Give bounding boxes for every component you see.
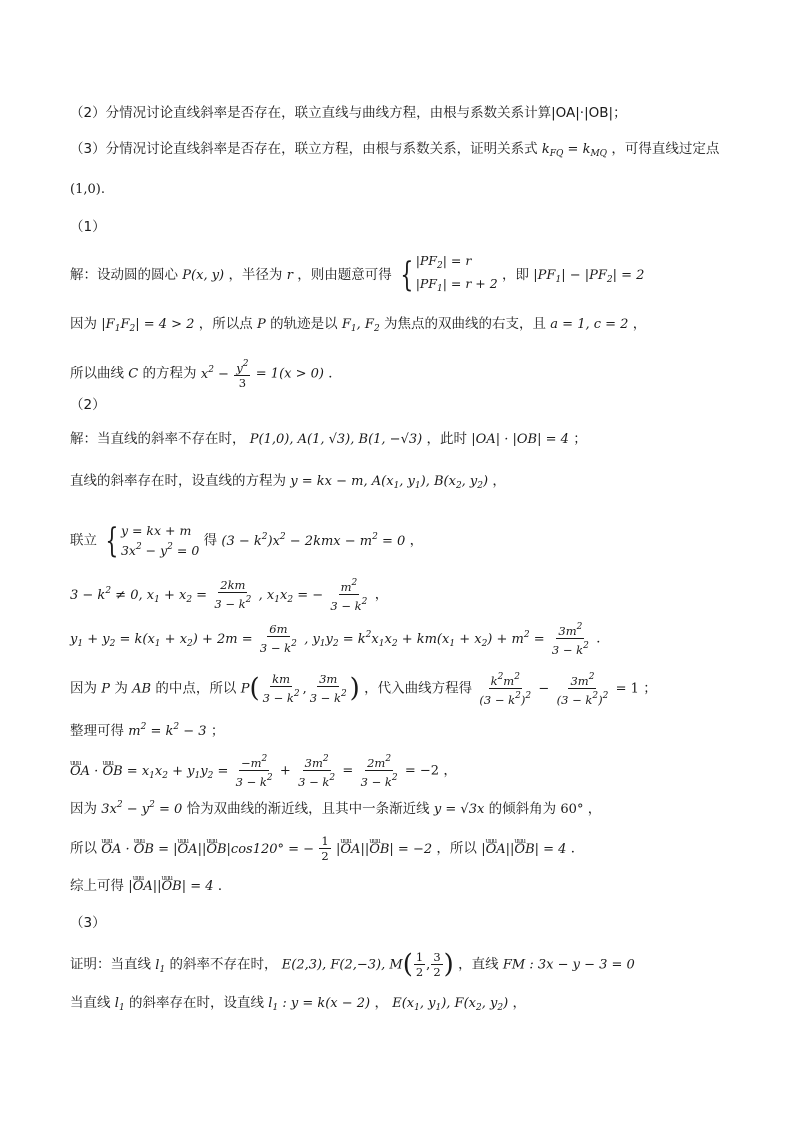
text: ． — [328, 365, 342, 382]
text: 所以 — [70, 840, 97, 857]
formula: $3 - k^2 \ne 0$, $x_1 + x_2$ = — [70, 585, 208, 605]
text: 当直线 — [70, 995, 111, 1011]
text: ，代入曲线方程得 — [364, 680, 473, 697]
formula: P — [240, 681, 250, 697]
text: ， — [512, 995, 526, 1011]
formula: , $y_1y_2 = k^2x_1x_2 + km(x_1 + x_2) + m^2$ = — [304, 629, 545, 649]
fraction: $\frac{-m^2}{3 - k^2}$ — [235, 754, 273, 789]
hint-line-2 — [70, 104, 627, 122]
text: 直线的斜率存在时，设直线的方程为 — [70, 473, 286, 489]
hint-line-3 — [70, 140, 719, 163]
fraction: $\frac{3m}{3 - k^2}$ — [309, 672, 347, 705]
text: ． — [570, 840, 585, 857]
text: 的轨迹是以 — [270, 316, 338, 332]
fraction: $\frac{y^2}{3}$ — [236, 359, 249, 390]
text: 为焦点的双曲线的右支，且 — [383, 316, 546, 332]
fraction: $\frac{m^2}{3 - k^2}$ — [330, 578, 368, 613]
hint-line-3-cont — [70, 180, 105, 199]
fraction: $\frac{3m^2}{3 - k^2}$ — [551, 622, 589, 657]
formula: P — [101, 681, 111, 697]
text: （3）分情况讨论直线斜率是否存在，联立方程，由根与系数关系，证明关系式 — [70, 141, 538, 157]
fraction: $\frac{2km}{3 - k^2}$ — [214, 578, 252, 611]
part-1-line-1 — [70, 252, 644, 298]
part-2-line-5: $y_1 + y_2 = k(x_1 + x_2) + 2m$ = $\frac{6m}{3 - k^2}$ , $y_1y_2 = k^2x_1x_2 + km(x_1 + x_2) + m^2$ = $\frac{3m^2}{3 - k^2}$ ． — [70, 622, 610, 657]
text: ，直线 — [458, 956, 499, 973]
formula: = 1(x > 0) — [255, 366, 324, 382]
text: （2）分情况讨论直线斜率是否存在，联立直线与曲线方程，由根与系数关系计算|OA|·|OB|； — [70, 105, 627, 121]
formula: FM : 3x − y − 3 = 0 — [502, 957, 635, 973]
equation-system: { y = kx + m $3x^2 - y^2 = 0$ — [105, 520, 200, 561]
formula: $|F_1F_2| = 4 > 2$ — [101, 317, 195, 334]
part-2-line-3 — [70, 522, 423, 559]
text: ； — [210, 723, 225, 739]
formula: $x^2$ − — [200, 364, 229, 382]
text: 证明：当直线 — [70, 956, 151, 973]
text: ， — [492, 473, 506, 489]
formula: C — [128, 366, 139, 382]
text: ， — [409, 532, 424, 549]
fraction: $\frac{1}{2}$ — [415, 950, 424, 979]
fraction: $\frac{3m^2}{(3 - k^2)^2}$ — [556, 672, 609, 707]
text: ，所以 — [436, 840, 477, 857]
text: ，半径为 — [228, 267, 283, 283]
formula: $l_1$ — [114, 996, 125, 1013]
fraction: $\frac{k^2m^2}{(3 - k^2)^2}$ — [479, 672, 532, 707]
formula: E(2,3), F(2,−3), M — [281, 957, 403, 973]
text: 得 — [203, 532, 218, 549]
formula: P(x, y) — [182, 268, 225, 283]
formula: $y_1 + y_2 = k(x_1 + x_2) + 2m$ = — [70, 631, 253, 649]
text: （1） — [70, 219, 106, 235]
text: 解：当直线的斜率不存在时， — [70, 431, 246, 447]
part-2-line-1: 解：当直线的斜率不存在时， P(1,0), A(1, √3), B(1, −√3) ，此时 |OA| · |OB| = 4 ； — [70, 431, 587, 447]
text: ； — [643, 680, 657, 697]
text: 所以曲线 — [70, 365, 124, 382]
text: ，则由题意可得 — [297, 267, 392, 283]
formula: |uuu OA||uuu OB| = −2 — [336, 842, 432, 857]
formula: |OA| · |OB| = 4 — [471, 432, 569, 447]
fraction: $\frac{3}{2}$ — [433, 950, 441, 979]
part-2-line-8: uuu OA · uuu OB = $x_1x_2 + y_1y_2$ = $\frac{-m^2}{3 - k^2}$ + $\frac{3m^2}{3 - k^2}$ = $\frac{2m^2}{3 - k^2}$ = −2 ， — [70, 752, 457, 789]
formula: uuu OA · uuu OB = |uuu OA||uuu OB|cos120° = − — [101, 842, 314, 857]
text: 的倾斜角为 — [488, 801, 557, 817]
text: 解：设动圆的圆心 — [70, 267, 178, 283]
part-1-label — [70, 218, 106, 236]
part-2-line-9 — [70, 796, 601, 819]
text: 恰为双曲线的渐近线，且其中一条渐近线 — [186, 801, 430, 817]
text: 的中点，所以 — [155, 680, 237, 697]
part-2-line-11 — [70, 877, 231, 896]
formula: uuu OA · uuu OB = $x_1x_2 + y_1y_2$ = — [70, 764, 228, 779]
part-2-line-10 — [70, 834, 584, 863]
formula: y = kx − m, $A(x_1$, $y_1$), $B(x_2$, $y_2$) — [290, 474, 489, 491]
text: ，可得直线过定点 — [611, 141, 720, 157]
text: ，此时 — [426, 431, 467, 447]
part-2-line-7 — [70, 718, 224, 741]
part-2-label — [70, 396, 106, 414]
formula: AB — [132, 681, 152, 697]
formula: $m^2 = k^2 - 3$ — [128, 722, 207, 739]
text: （3） — [70, 915, 106, 931]
text: 综上可得 — [70, 878, 124, 894]
fraction: $\frac{3m^2}{3 - k^2}$ — [298, 754, 336, 789]
formula: $(3 - k^2)x^2 - 2kmx - m^2 = 0$ — [221, 531, 406, 549]
fraction: $\frac{km}{3 - k^2}$ — [262, 672, 300, 705]
formula: $l_1$ : y = k(x − 2) — [268, 996, 371, 1013]
formula: r — [286, 268, 293, 283]
text: ， — [632, 316, 647, 332]
formula: y = √3x — [433, 802, 485, 817]
formula: $l_1$ — [155, 957, 166, 975]
text: ． — [217, 878, 232, 894]
formula: $F_1$, $F_2$ — [341, 317, 380, 334]
text: (1,0). — [70, 182, 105, 197]
formula: $|PF_1| - |PF_2| = 2$ — [533, 268, 645, 285]
fraction: $\frac{1}{2}$ — [321, 834, 329, 863]
text: 因为 — [70, 316, 97, 332]
formula: $3x^2 - y^2 = 0$ — [101, 800, 183, 817]
formula: $E(x_1$, $y_1$), $F(x_2$, $y_2$) — [392, 996, 509, 1013]
formula: |uuu OA||uuu OB| = 4 — [128, 879, 213, 894]
part-3-line-1: 证明：当直线 $l_1$ 的斜率不存在时， E(2,3), F(2,−3), M( $\frac{1}{2}$ , $\frac{3}{2}$ ) ，直线 FM : 3x − y − 3 = 0 — [70, 949, 635, 980]
formula: $k_{FQ} = k_{MQ}$ — [541, 142, 608, 159]
text: 整理可得 — [70, 723, 124, 739]
text: ，即 — [502, 267, 529, 283]
part-1-line-2 — [70, 315, 646, 338]
text: 因为 — [70, 801, 97, 817]
part-1-line-3 — [70, 357, 342, 390]
formula: |uuu OA||uuu OB| = 4 — [481, 842, 566, 857]
part-2-line-2 — [70, 472, 506, 495]
part-3-label — [70, 914, 106, 932]
formula: P — [257, 317, 266, 332]
formula: P(1,0), A(1, √3), B(1, −√3) — [249, 432, 423, 447]
part-3-line-2: 当直线 $l_1$ 的斜率存在时，设直线 $l_1$ : y = k(x − 2) ， $E(x_1$, $y_1$), $F(x_2$, $y_2$) ， — [70, 995, 526, 1013]
text: ， — [587, 801, 602, 817]
text: 为 — [114, 680, 128, 697]
text: 联立 — [70, 532, 97, 549]
text: 的斜率不存在时， — [169, 956, 278, 973]
fraction: $\frac{2m^2}{3 - k^2}$ — [360, 754, 398, 789]
fraction: $\frac{6m}{3 - k^2}$ — [259, 622, 297, 655]
text: ，所以点 — [198, 316, 253, 332]
part-2-line-6: 因为 P 为 AB 的中点，所以 P( $\frac{km}{3 - k^2}$ , $\frac{3m}{3 - k^2}$ ) ，代入曲线方程得 $\frac{k^2m^2}{(3 - k^2)^2}$ − $\frac{3m^2}{(3 - k^2)^2}$ = 1 ； — [70, 672, 657, 707]
text: 的斜率存在时，设直线 — [129, 995, 264, 1011]
part-2-line-4: $3 - k^2 \ne 0$, $x_1 + x_2$ = $\frac{2km}{3 - k^2}$ , $x_1x_2$ = − $\frac{m^2}{3 - k^2}$ ， — [70, 578, 389, 613]
equation-system: { $|PF_2| = r$ $|PF_1| = r + 2$ — [400, 253, 498, 295]
formula: a = 1, c = 2 — [550, 317, 629, 332]
formula: , $x_1x_2$ = − — [258, 587, 324, 605]
formula: 60° — [560, 802, 584, 817]
text: （2） — [70, 397, 106, 413]
text: 因为 — [70, 680, 97, 697]
text: 的方程为 — [142, 365, 197, 382]
